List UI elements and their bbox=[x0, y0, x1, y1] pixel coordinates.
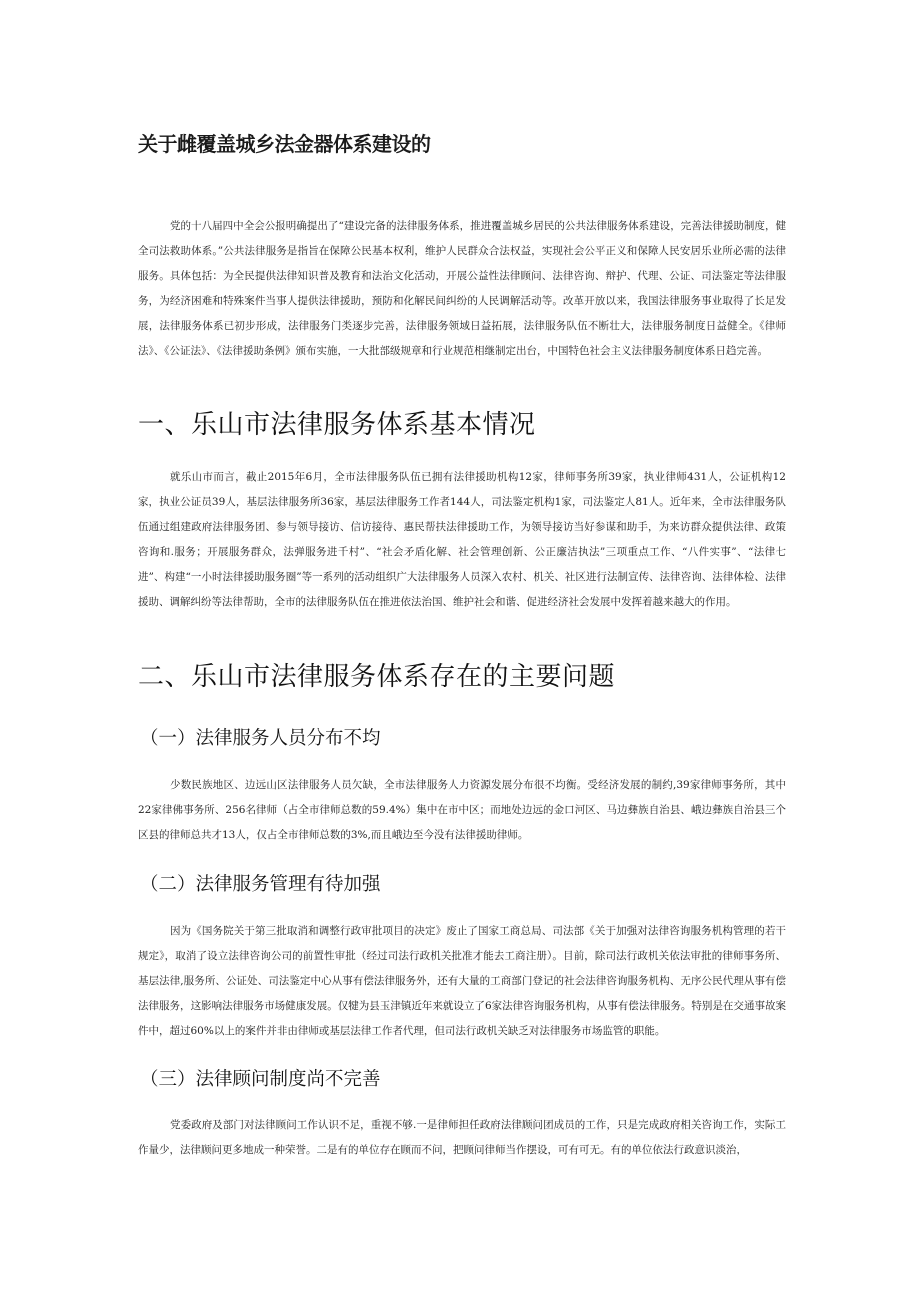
document-title: 关于雌覆盖城乡法金器体系建设的 bbox=[138, 132, 431, 156]
intro-paragraph: 党的十八届四中全会公报明确提出了“建设完备的法律服务体系，推进覆盖城乡居民的公共法律服务体系建设，完善法律援助制度，健全司法救助体系。”公共法律服务是指旨在保障公民基本权利，维护人民群众合法权益，实现社会公平正义和保障人民安居乐业所必需的法律服务。具体包括：为全民提供法律知识普及教育和法治文化活动，开展公益性法律顾问、法律咨询、辩护、代理、公证、司法鉴定等法律服务，为经济困难和特殊案件当事人提供法律援助，预防和化解民间纠纷的人民调解活动等。改革开放以来，我国法律服务事业取得了长足发展，法律服务体系已初步形成，法律服务门类逐步完善，法律服务领域日益拓展，法律服务队伍不断壮大，法律服务制度日益健全。《律师法》、《公证法》、《法律援助条例》颁布实施，一大批部级规章和行业规范相继制定出台，中国特色社会主义法律服务制度体系日趋完善。 bbox=[138, 220, 786, 357]
section-2-heading: 二、乐山市法律服务体系存在的主要问题 bbox=[138, 662, 616, 692]
section-1-paragraph: 就乐山市而言，截止2015年6月，全市法律服务队伍已拥有法律援助机构12家，律师事务所39家，执业律师431人，公证机构12家，执业公证员39人，基层法律服务所36家，基层法律服务工作者144人，司法鉴定机构1家，司法鉴定人81人。近年来，全市法律服务队伍通过组建政府法律服务团、参与领导接访、信访接待、惠民帮扶法律援助工作，为领导接访当好参谋和助手，为来访群众提供法律、政策咨询和.服务；开展服务群众，法弹服务进千村”、“社会矛盾化解、社会管理创新、公正廉洁执法”三项重点工作、“八件实事”、“法律七进”、构建“一小时法律援助服务圈”等一系列的活动组织广大法律服务人员深入农村、机关、社区进行法制宣传、法律咨询、法律体检、法律援助、调解纠纷等法律帮助，全市的法律服务队伍在推进依法治国、维护社会和谐、促进经济社会发展中发挥着越来越大的作用。 bbox=[138, 471, 786, 608]
subsection-2-paragraph: 因为《国务院关于第三批取消和调整行政审批项目的决定》废止了国家工商总局、司法部《关于加强对法律咨询服务机构管理的若干规定》，取消了设立法律咨询公司的前置性审批（经过司法行政机关批准才能去工商注册）。目前，除司法行政机关依法审批的律师事务所、基层法律,服务所、公证处、司法鉴定中心从事有偿法律服务外，还有大量的工商部门登记的社会法律咨询服务机构、无序公民代理从事有偿法律服务，这影响法律服务市场健康发展。仅犍为县玉津镇近年来就设立了6家法律咨询服务机构，从事有偿法律服务。特别是在交通事故案件中，超过60%以上的案件并非由律师或基层法律工作者代理，但司法行政机关缺乏对法律服务市场监管的职能。 bbox=[138, 925, 786, 1037]
section-1-heading: 一、乐山市法律服务体系基本情况 bbox=[138, 410, 536, 440]
subsection-1-heading: （一）法律服务人员分布不均 bbox=[140, 728, 381, 749]
subsection-1-paragraph: 少数民族地区、边远山区法律服务人员欠缺，全市法律服务人力资源发展分布很不均衡。受经济发展的制约,39家律师事务所，其中22家律佛事务所、256名律师（占全市律师总数的59.4%）集中在市中区；而地处边远的金口河区、马边彝族自治县、峨边彝族自治县三个区县的律师总共才13人，仅占全市律师总数的3%,而且峨边至今没有法律援助律师。 bbox=[138, 779, 786, 841]
subsection-2-heading: （二）法律服务管理有待加强 bbox=[140, 874, 381, 895]
subsection-3-paragraph: 党委政府及部门对法律顾问工作认识不足，重视不够.一是律师担任政府法律顾问团成员的工作，只是完成政府相关咨询工作，实际工作量少，法律顾问更多地成一种荣誉。二是有的单位存在顾而不问，把顾问律师当作摆设，可有可无。有的单位依法行政意识淡治， bbox=[138, 1119, 786, 1156]
subsection-3-heading: （三）法律顾问制度尚不完善 bbox=[140, 1069, 381, 1090]
